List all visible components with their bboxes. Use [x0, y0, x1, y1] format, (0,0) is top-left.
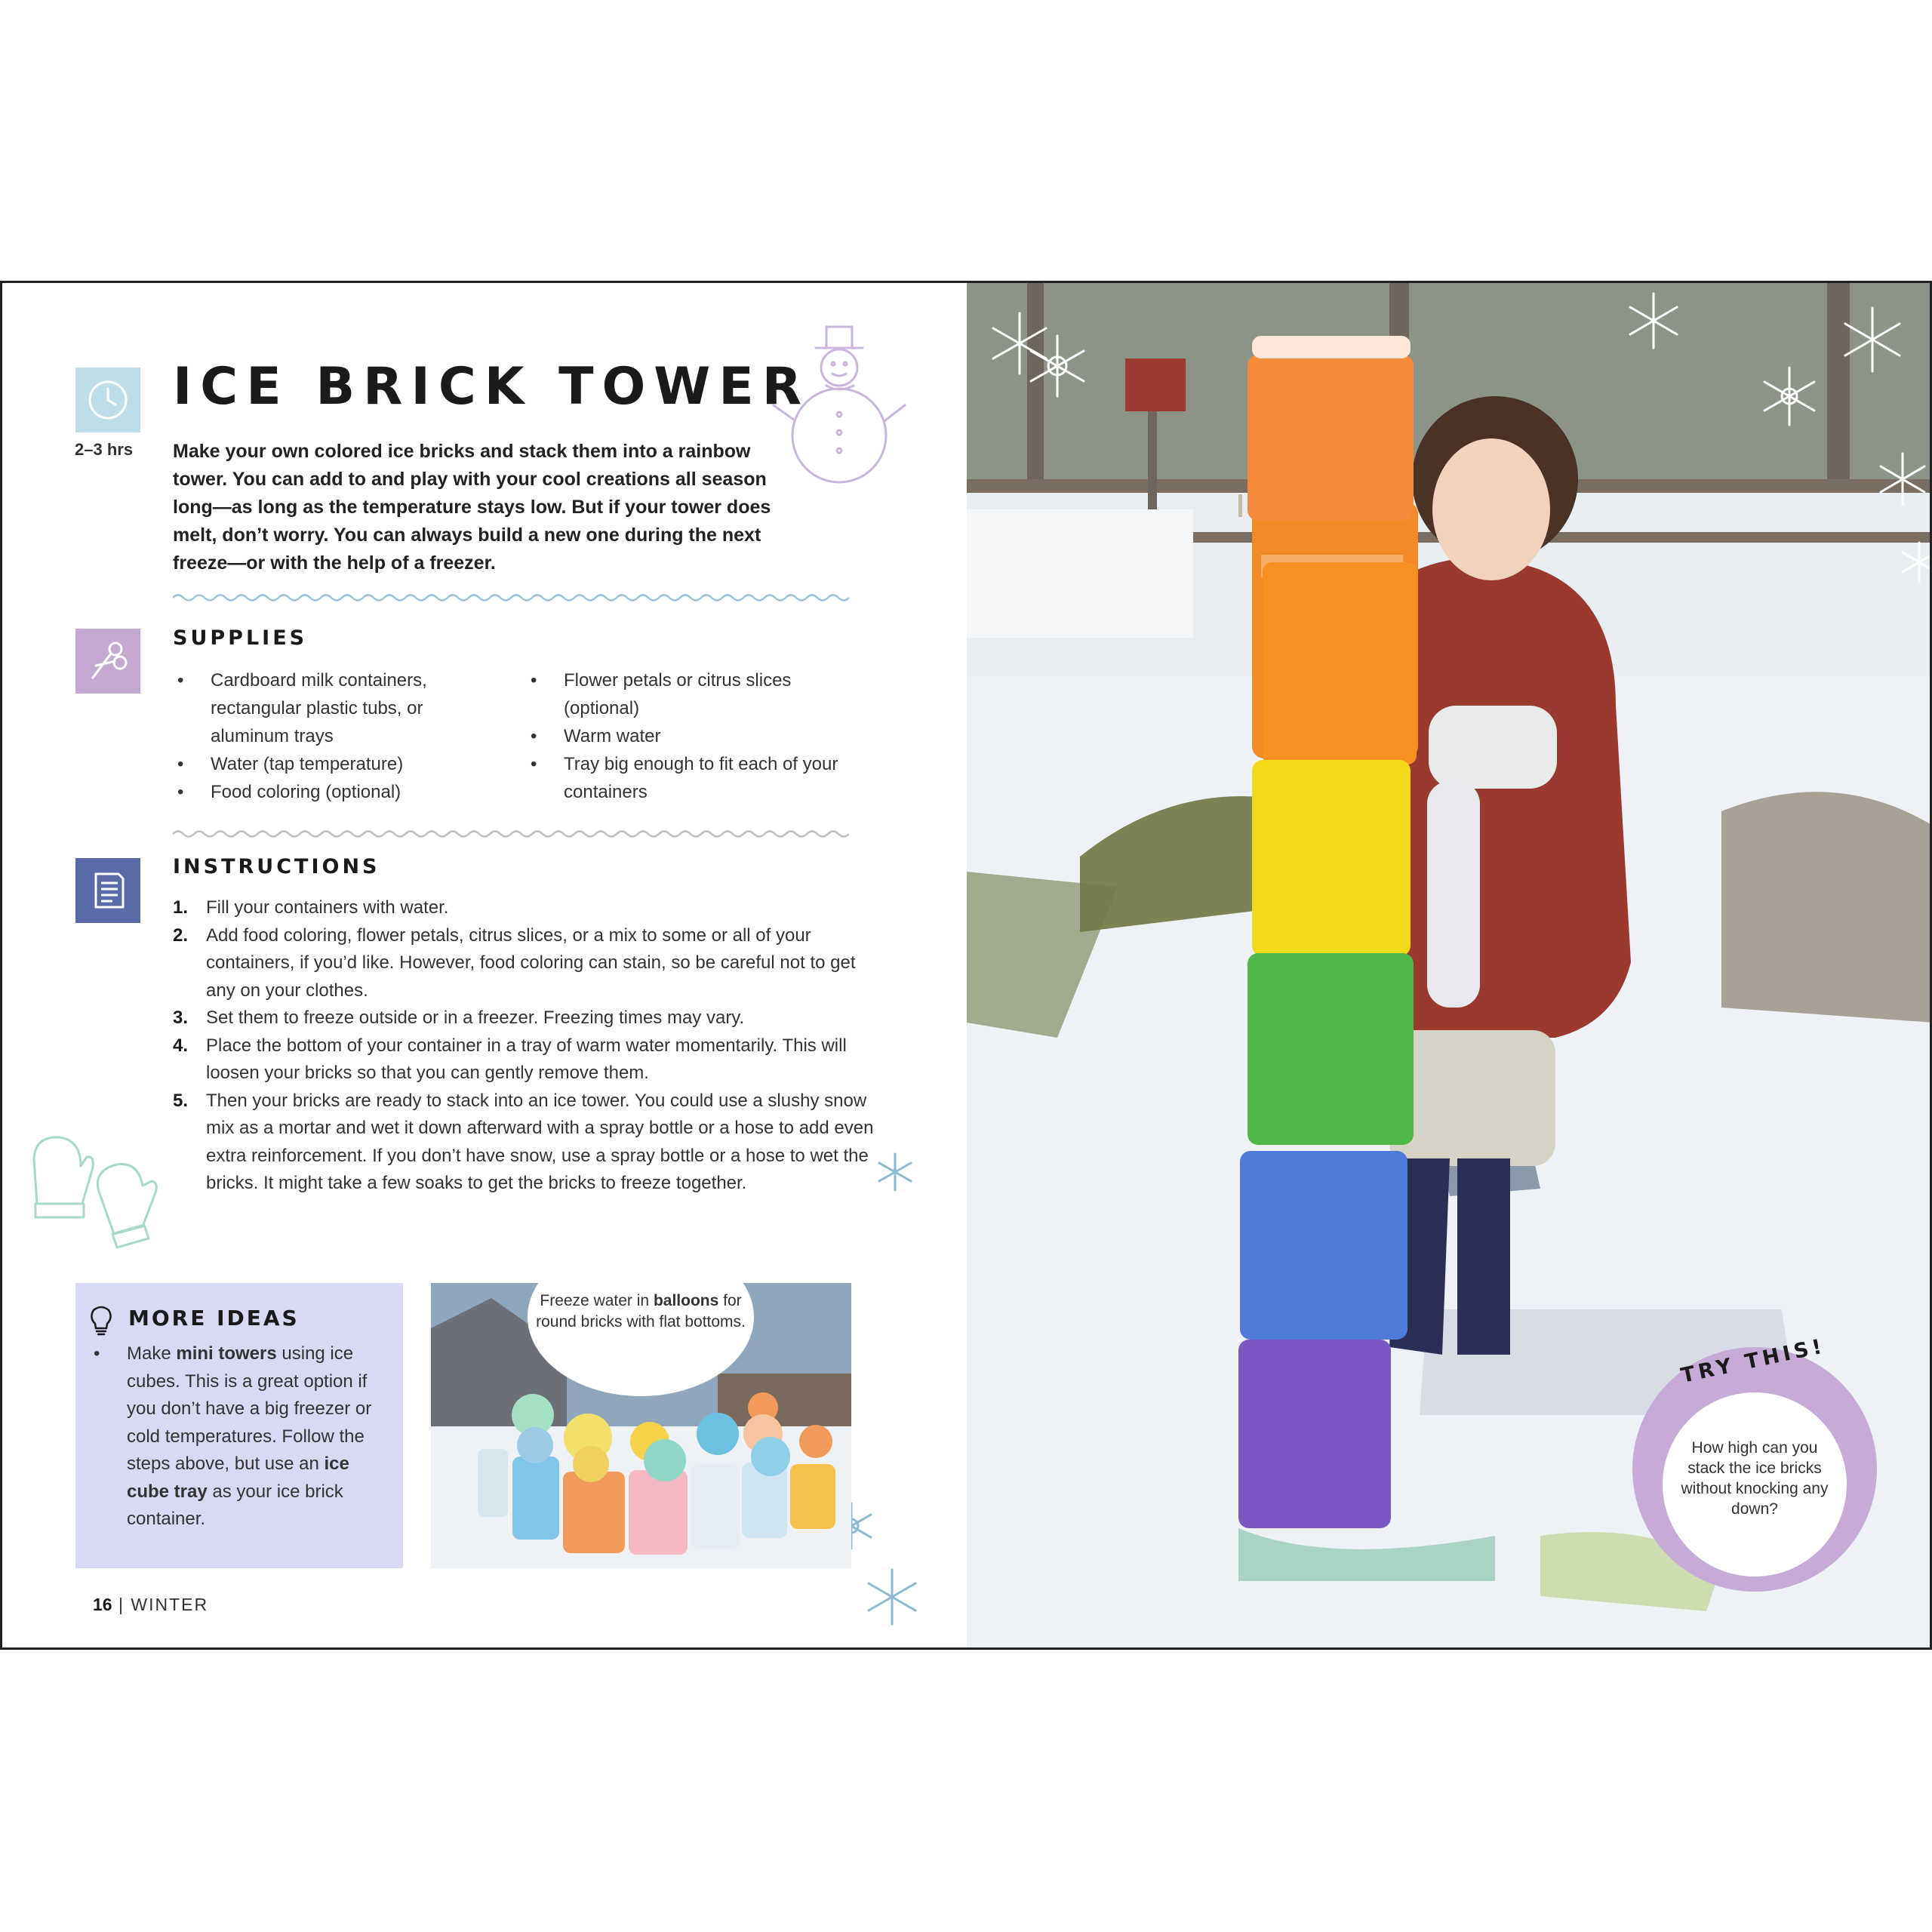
supply-item: • Water (tap temperature) — [173, 750, 490, 778]
snowman-icon — [772, 322, 908, 496]
step-number: 5. — [173, 1090, 189, 1111]
supply-item: • Flower petals or citrus slices (optional) — [526, 666, 843, 722]
inset-caption: Freeze water in balloons for round bricks with flat bottoms. — [536, 1292, 746, 1331]
left-page — [2, 283, 967, 1647]
right-page-photo — [967, 283, 1932, 1647]
step-number: 1. — [173, 897, 189, 918]
wavy-divider — [173, 592, 852, 603]
try-this-badge — [1632, 1334, 1877, 1592]
document-icon — [75, 858, 140, 923]
footer-separator: | — [118, 1595, 125, 1614]
page-number: 16 — [93, 1595, 112, 1614]
step-text: Then your bricks are ready to stack into an ice tower. You could use a slushy snow mix as a mortar and wet it down afterward with a spray bottle or a hose to add even extra reinforcement. If you don’t have snow, use a spray bottle or a hose to wet the bricks. It might take a few soaks to get the bricks to freeze together. — [206, 1090, 874, 1193]
instructions-list — [173, 894, 875, 1198]
try-this-heading: TRY THIS! — [1678, 1334, 1828, 1388]
mittens-icon — [29, 1128, 180, 1249]
lightbulb-icon — [86, 1304, 116, 1337]
supplies-list-right — [526, 666, 843, 806]
more-ideas-box — [75, 1283, 403, 1568]
supply-item: • Tray big enough to fit each of your containers — [526, 750, 843, 806]
step-text: Fill your containers with water. — [206, 897, 449, 918]
step-text: Set them to freeze outside or in a freezer. Freezing times may vary. — [206, 1008, 745, 1028]
snowflake-icon — [874, 1151, 916, 1193]
instruction-step — [173, 1004, 875, 1032]
step-number: 4. — [173, 1035, 189, 1056]
clock-icon — [75, 368, 140, 432]
page-title: ICE BRICK TOWER — [173, 357, 811, 417]
instructions-heading: INSTRUCTIONS — [173, 855, 380, 878]
emphasis-ice-cube-tray: ice cube tray — [127, 1454, 349, 1502]
wavy-divider — [173, 829, 852, 839]
supply-item: • Warm water — [526, 722, 843, 750]
time-estimate: 2–3 hrs — [75, 440, 134, 459]
intro-paragraph: Make your own colored ice bricks and stack them into a rainbow tower. You can add to and play with your cool creations all season long—as long as the temperature stays low. But if your tower does melt, don’t worry. You can always build a new one during the next freeze—or with the help of a freezer. — [173, 441, 771, 574]
emphasis-balloons: balloons — [653, 1292, 719, 1309]
instruction-step — [173, 894, 875, 922]
bullet-icon: • — [94, 1343, 100, 1364]
step-text: Place the bottom of your container in a tray of warm water momentarily. This will loosen your bricks so that you can gently remove them. — [206, 1035, 847, 1083]
instruction-step — [173, 922, 875, 1005]
step-number: 2. — [173, 924, 189, 946]
step-number: 3. — [173, 1008, 189, 1028]
try-this-text: How high can you stack the ice bricks without knocking any down? — [1681, 1439, 1829, 1518]
step-text: Add food coloring, flower petals, citrus slices, or a mix to some or all of your containers, if you’d like. However, food coloring can stain, so be careful not to get any on your clothes. — [206, 924, 856, 1001]
section-name: WINTER — [131, 1595, 209, 1614]
scissors-icon — [75, 629, 140, 694]
supply-item: • Cardboard milk containers, rectangular plastic tubs, or aluminum trays — [173, 666, 490, 750]
book-spread — [0, 281, 1932, 1650]
instruction-step — [173, 1032, 875, 1088]
more-ideas-heading: MORE IDEAS — [128, 1306, 300, 1331]
emphasis-mini-towers: mini towers — [176, 1343, 277, 1364]
instruction-step — [173, 1088, 875, 1198]
page-footer — [93, 1595, 208, 1615]
supplies-list-left — [173, 666, 490, 806]
supplies-heading: SUPPLIES — [173, 626, 308, 650]
supply-item: • Food coloring (optional) — [173, 778, 490, 806]
snowflake-icon — [861, 1566, 923, 1628]
more-ideas-item: • Make mini towers using ice cubes. This is a great option if you don’t have a big freezer or cold temperatures. Follow the steps above, but use an ice cube tray as your ice brick container. — [94, 1340, 388, 1534]
inset-photo-ice-balloons — [431, 1283, 851, 1568]
